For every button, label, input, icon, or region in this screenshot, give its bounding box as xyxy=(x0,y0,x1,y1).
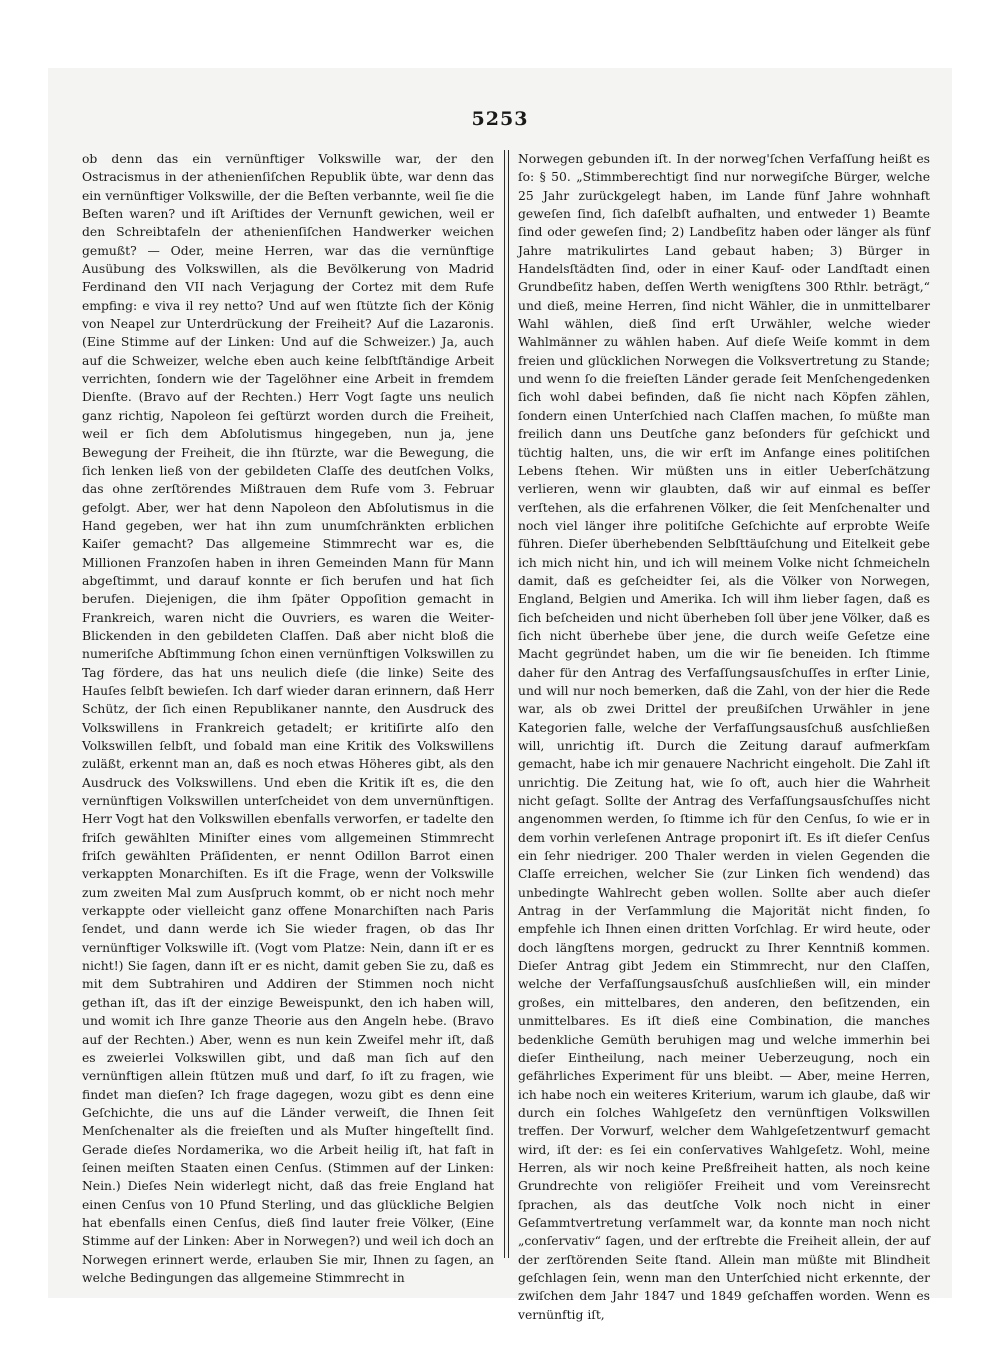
right-column-text: Norwegen gebunden iſt. In der norweg'ſchen Verfaſſung heißt es ſo: § 50. „Stimmberechtigt ſind nur norwegiſche Bürger, welche 25 Jahr zurückgelegt haben, im Lande fünf Jahre wohnhaft geweſen ſind, ſich daſelbſt aufhalten, und entweder 1) Beamte ſind oder geweſen ſind; 2) Landbeſitz haben oder länger als fünf Jahre matrikulirtes Land gebaut haben; 3) Bürger in Handelsſtädten ſind, oder in einer Kauf- oder Landſtadt einen Grundbeſitz haben, deſſen Werth wenigſtens 300 Rthlr. beträgt,“ und dieß, meine Herren, ſind nicht Wähler, die in unmittelbarer Wahl wählen, dieß ſind erſt Urwähler, welche wieder Wahlmänner zu wählen haben. Auf dieſe Weiſe kommt in dem freien und glücklichen Norwegen die Volksvertretung zu Stande; und wenn ſo die freieſten Länder gerade ſeit Menſchengedenken ſich wohl dabei befinden, daß ſie nicht nach Köpfen zählen, ſondern einen Unterſchied nach Claſſen machen, ſo müßte man freilich dann uns Deutſche ganz beſonders für geſchickt und tüchtig halten, uns, die wir erſt im Anfange eines politiſchen Lebens ſtehen. Wir müßten uns in eitler Ueberſchätzung verlieren, wenn wir glaubten, daß wir auf einmal es beſſer verſtehen, als die erfahrenen Völker, die ſeit Menſchenalter und noch viel länger ihre politiſche Geſchichte auf erprobte Weiſe führen. Dieſer überhebenden Selbſttäuſchung und Eitelkeit gebe ich mich nicht hin, und ich will meinem Volke nicht ſchmeicheln damit, daß es geſcheidter ſei, als die Völker von Norwegen, England, Belgien und Amerika. Ich will ihm lieber ſagen, daß es ſich beſcheiden und nicht überheben ſoll über jene Völker, daß es ſich nicht überhebe über jene, die durch weiſe Geſetze eine Macht gegründet haben, um die wir ſie beneiden. Ich ſtimme daher für den Antrag des Verfaſſungsausſchuſſes in erſter Linie, und will nur noch bemerken, daß die Zahl, von der hier die Rede war, als ob zwei Drittel der preußiſchen Urwähler in jene Kategorien falle, welche der Verfaſſungsausſchuß ausſchließen will, unrichtig iſt. Durch die Zeitung darauf aufmerkſam gemacht, habe ich mir genauere Nachricht eingeholt. Die Zahl iſt unrichtig. Die Zeitung hat, wie ſo oft, auch hier die Wahrheit nicht geſagt. Sollte der Antrag des Verfaſſungsausſchuſſes nicht angenommen werden, ſo ſtimme ich für den Cenſus, ſo wie er in dem vorhin verleſenen Antrage proponirt iſt. Es iſt dieſer Cenſus ein ſehr niedriger. 200 Thaler werden in vielen Gegenden die Claſſe erreichen, welcher Sie (zur Linken ſich wendend) das unbedingte Wahlrecht geben wollen. Sollte aber auch dieſer Antrag in der Verſammlung die Majorität nicht finden, ſo empfehle ich Ihnen einen dritten Vorſchlag. Er wird heute, oder doch längſtens morgen, gedruckt zu Ihrer Kenntniß kommen. Dieſer Antrag gibt Jedem ein Stimmrecht, nur den Claſſen, welche der Verfaſſungsausſchuß ausſchließen will, ein minder großes, ein mittelbares, den anderen, den beſitzenden, ein unmittelbares. Es iſt dieß eine Combination, die manches bedenkliche Gemüth beruhigen mag und welche immerhin bei dieſer Eintheilung, nach meiner Ueberzeugung, noch ein gefährliches Experiment für uns bleibt. — Aber, meine Herren, ich habe noch ein weiteres Kriterium, warum ich glaube, daß wir durch ein ſolches Wahlgeſetz den vernünftigen Volkswillen treffen. Der Vorwurf, welcher dem Wahlgeſetzentwurf gemacht wird, iſt der: es ſei ein conſervatives Wahlgeſetz. Wohl, meine Herren, als wir noch keine Preßfreiheit hatten, als noch keine Grundrechte von religiöſer Freiheit und vom Vereinsrecht ſprachen, als das deutſche Volk noch nicht in einer Geſammtvertretung verſammelt war, da konnte man noch nicht „conſervativ“ ſagen, und der erſtrebte die Freiheit allein, der auf der zerſtörenden Seite ſtand. Allein man müßte mit Blindheit geſchlagen ſein, wenn man den Unterſchied nicht erkennte, der zwiſchen dem Jahr 1847 und 1849 geſchaffen worden. Wenn es vernünftig iſt, xyxy=(518,152,930,1322)
left-column-text: ob denn das ein vernünftiger Volkswille war, der den Ostracismus in der athenienſiſchen Republik übte, war denn das ein vernünftiger Volkswille, der die Beſten verbannte, weil ſie die Beſten waren? und iſt Ariſtides der Vernunft gewichen, weil er den Schreibtafeln der athenienſiſchen Handwerker weichen gemußt? — Oder, meine Herren, war das die vernünftige Ausübung des Volkswillen, als die Bevölkerung von Madrid Ferdinand den VII nach Verjagung der Cortez mit dem Rufe empfing: e viva il rey netto? Und auf wen ſtützte ſich der König von Neapel zur Unterdrückung der Freiheit? Auf die Lazaronis. (Eine Stimme auf der Linken: Und auf die Schweizer.) Ja, auch auf die Schweizer, welche eben auch keine ſelbſtſtändige Arbeit verrichten, ſondern wie der Tagelöhner eine Arbeit in fremdem Dienſte. (Bravo auf der Rechten.) Herr Vogt ſagte uns neulich ganz richtig, Napoleon ſei geſtürzt worden durch die Freiheit, weil er ſich dem Abſolutismus hingegeben, nun ja, jene Bewegung der Freiheit, die ihn ſtürzte, war die Bewegung, die ſich lenken ließ von der gebildeten Claſſe des deutſchen Volks, das ohne zerſtörendes Mißtrauen dem Rufe vom 3. Februar gefolgt. Aber, wer hat denn Napoleon den Abſolutismus in die Hand gegeben, wer hat ihn zum unumſchränkten erblichen Kaiſer gemacht? Das allgemeine Stimmrecht war es, die Millionen Franzoſen haben in ihren Gemeinden Mann für Mann abgeſtimmt, und darauf konnte er ſich berufen und hat ſich berufen. Diejenigen, die ihm ſpäter Oppoſition gemacht in Frankreich, waren nicht die Ouvriers, es waren die Weiter-Blickenden in den gebildeten Claſſen. Daß aber nicht bloß die numeriſche Abſtimmung ſchon einen vernünftigen Volkswillen zu Tag fördere, das hat uns neulich dieſe (die linke) Seite des Hauſes ſelbſt bewieſen. Ich darf wieder daran erinnern, daß Herr Schütz, der ſich einen Republikaner nannte, den Ausdruck des Volkswillens in Frankreich getadelt; er kritiſirte alſo den Volkswillen ſelbſt, und ſobald man eine Kritik des Volkswillens zuläßt, erkennt man an, daß es noch etwas Höheres gibt, als den Ausdruck des Volkswillens. Und eben die Kritik iſt es, die den vernünftigen Volkswillen unterſcheidet von dem unvernünftigen. Herr Vogt hat den Volkswillen ebenfalls verworfen, er tadelte den friſch gewählten Miniſter eines vom allgemeinen Stimmrecht friſch gewählten Präſidenten, er nennt Odillon Barrot einen verkappten Monarchiſten. Es iſt die Frage, wenn der Volkswille zum zweiten Mal zum Ausſpruch kommt, ob er nicht noch mehr verkappte oder vielleicht ganz offene Monarchiſten nach Paris ſendet, und dann werde ich Sie wieder fragen, ob das Ihr vernünftiger Volkswille iſt. (Vogt vom Platze: Nein, dann iſt er es nicht!) Sie ſagen, dann iſt er es nicht, damit geben Sie zu, daß es mit dem Subtrahiren und Addiren der Stimmen noch nicht gethan iſt, das iſt der einzige Beweispunkt, den ich haben will, und womit ich Ihre ganze Theorie aus den Angeln hebe. (Bravo auf der Rechten.) Aber, wenn es nun kein Zweifel mehr iſt, daß es zweierlei Volkswillen gibt, und daß man ſich auf den vernünftigen allein ſtützen muß und darf, ſo iſt zu fragen, wie findet man dieſen? Ich frage dagegen, wozu gibt es denn eine Geſchichte, die uns auf die Länder verweiſt, die Ihnen ſeit Menſchenalter als die freieſten und als Muſter hingeſtellt ſind. Gerade dieſes Nordamerika, wo die Arbeit heilig iſt, hat faſt in ſeinen meiſten Staaten einen Cenſus. (Stimmen auf der Linken: Nein.) Dieſes Nein widerlegt nicht, daß das freie England hat einen Cenſus von 10 Pfund Sterling, und das glückliche Belgien hat ebenfalls einen Cenſus, dieß ſind lauter freie Völker, (Eine Stimme auf der Linken: Aber in Norwegen?) und weil ich doch an Norwegen erinnert werde, erlauben Sie mir, Ihnen zu ſagen, an welche Bedingungen das allgemeine Stimmrecht in xyxy=(82,152,494,1285)
column-divider-line xyxy=(504,150,505,1258)
text-columns xyxy=(82,150,934,1322)
newspaper-page xyxy=(48,68,952,1322)
page-number: 5253 xyxy=(471,108,529,130)
column-divider-line-double xyxy=(508,150,509,1258)
